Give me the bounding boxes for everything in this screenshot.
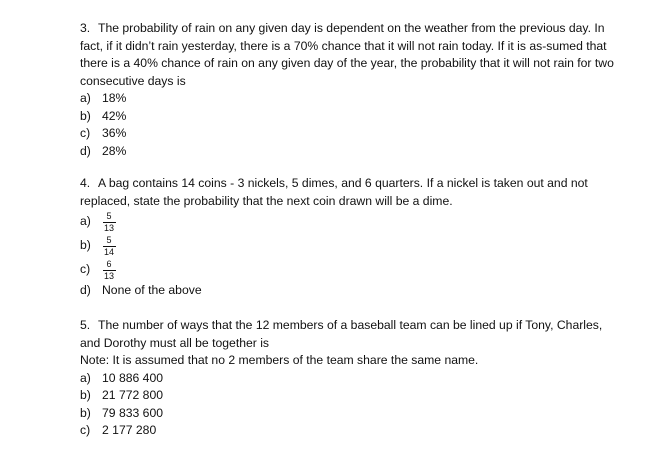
answer-options: [80, 210, 625, 300]
option-text: 42%: [102, 108, 127, 123]
option-text: 28%: [102, 143, 127, 158]
option-label: a): [80, 91, 91, 105]
fraction-numerator: 5: [106, 234, 112, 245]
question-4: [80, 175, 625, 300]
option-a: [80, 370, 625, 388]
question-number: 5.: [80, 318, 91, 332]
option-text: 21 772 800: [102, 388, 163, 402]
option-a: [80, 210, 625, 234]
fraction-denominator: 14: [104, 246, 115, 257]
option-label: b): [80, 238, 91, 253]
option-label: d): [80, 143, 91, 158]
option-a: [80, 90, 625, 108]
option-text: 18%: [102, 91, 127, 105]
option-label: b): [80, 388, 91, 402]
option-d: [80, 282, 625, 300]
option-b: [80, 234, 625, 258]
answer-options: [80, 90, 625, 160]
option-c: [80, 258, 625, 282]
question-text: A bag contains 14 coins - 3 nickels, 5 dimes, and 6 quarters. If a nickel is taken out and not replaced, state the probability that the next coin drawn will be a dime.: [80, 176, 588, 208]
option-b: [80, 108, 625, 126]
question-3: [80, 20, 625, 160]
option-text: 79 833 600: [102, 405, 163, 420]
option-label: c): [80, 262, 91, 277]
question-text: The number of ways that the 12 members of a baseball team can be lined up if Tony, Charles, and Dorothy must all be together is: [80, 318, 603, 350]
option-label: b): [80, 405, 91, 420]
question-stem: [80, 175, 625, 210]
option-text: 2 177 280: [102, 423, 157, 437]
option-label: d): [80, 283, 91, 297]
question-number: 4.: [80, 176, 91, 190]
question-note: Note: It is assumed that no 2 members of the team share the same name.: [80, 353, 479, 367]
fraction: [102, 260, 116, 281]
answer-options: [80, 370, 625, 440]
option-label: a): [80, 214, 91, 229]
option-label: c): [80, 126, 91, 140]
option-label: c): [80, 423, 91, 437]
option-label: a): [80, 370, 91, 385]
option-c: [80, 422, 625, 440]
question-number: 3.: [80, 21, 91, 35]
option-label: b): [80, 108, 91, 123]
question-text: The probability of rain on any given day is dependent on the weather from the previous day. In fact, if it didn’t rain yesterday, there is a 70% chance that it will not rain today. If it is as-sumed that there is a 40% chance of rain on any given day of the year, the probability that it will not rain for two consecutive days is: [80, 21, 614, 88]
question-stem: [80, 317, 625, 352]
option-b-second: [80, 405, 625, 423]
option-c: [80, 125, 625, 143]
option-text: None of the above: [102, 283, 202, 297]
fraction: [102, 236, 116, 257]
option-b: [80, 387, 625, 405]
option-text: 36%: [102, 126, 127, 140]
fraction-numerator: 6: [106, 258, 112, 269]
fraction: [102, 212, 116, 233]
fraction-denominator: 13: [104, 270, 115, 281]
option-d: [80, 143, 625, 161]
question-stem: [80, 20, 625, 90]
option-text: 10 886 400: [102, 370, 163, 385]
question-5: [80, 317, 625, 440]
fraction-numerator: 5: [106, 210, 112, 221]
fraction-denominator: 13: [104, 222, 115, 233]
